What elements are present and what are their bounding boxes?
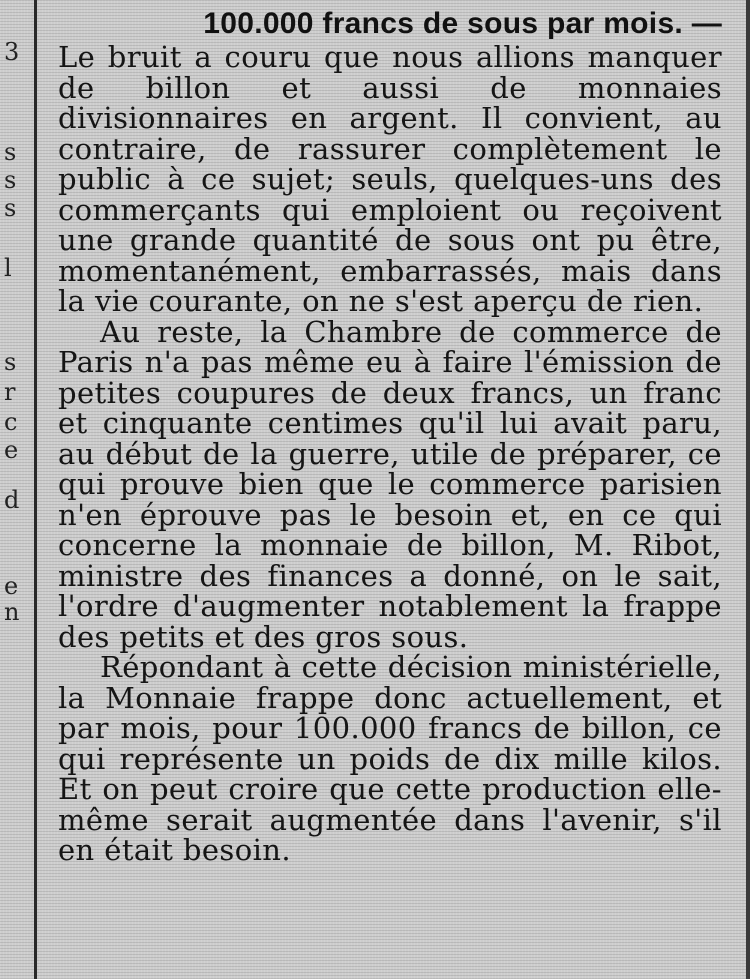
- article-headline: 100.000 francs de sous par mois. —: [203, 7, 722, 40]
- fragment-char: s: [4, 138, 17, 166]
- fragment-char: s: [4, 166, 17, 194]
- fragment-char: d: [4, 486, 20, 514]
- fragment-char: e: [4, 572, 19, 600]
- fragment-char: s: [4, 348, 17, 376]
- page-edge: [746, 0, 750, 979]
- fragment-char: e: [4, 436, 19, 464]
- fragment-char: r: [4, 378, 16, 406]
- article-paragraph: Répondant à cette décision ministérielle, la Monnaie frappe donc actuellement, et par mois, pour 100.000 francs de billon, ce qui représente un poids de dix mille kilos. Et on peut croire que cette production elle-même serait augmentée dans l'avenir, s'il en était besoin.: [58, 650, 722, 867]
- fragment-char: l: [4, 254, 12, 282]
- fragment-char: n: [4, 598, 20, 626]
- article-paragraph: Au reste, la Chambre de commerce de Paris n'a pas même eu à faire l'émission de petites coupures de deux francs, un franc et cinquante centimes qu'il lui avait paru, au début de la guerre, utile de préparer, ce qui prouve bien que le commerce parisien n'en éprouve pas le besoin et, en ce qui concerne la monnaie de billon, M. Ribot, ministre des finances a donné, on le sait, l'ordre d'augmenter notablement la frappe des petits et des gros sous.: [58, 314, 722, 654]
- column-rule: [34, 0, 37, 979]
- fragment-char: c: [4, 408, 18, 436]
- adjacent-column-fragments: [0, 0, 30, 979]
- fragment-char: s: [4, 194, 17, 222]
- article-paragraph: Le bruit a couru que nous allions manquer de billon et aussi de monnaies divisionnaires en argent. Il convient, au contraire, de rassurer complètement le public à ce sujet; seuls, quelques-uns des commerçants qui emploient ou reçoivent une grande quantité de sous ont pu être, momentanément, embarrassés, mais dans la vie courante, on ne s'est aperçu de rien.: [58, 40, 722, 318]
- article: [58, 6, 722, 866]
- fragment-char: 3: [4, 38, 20, 66]
